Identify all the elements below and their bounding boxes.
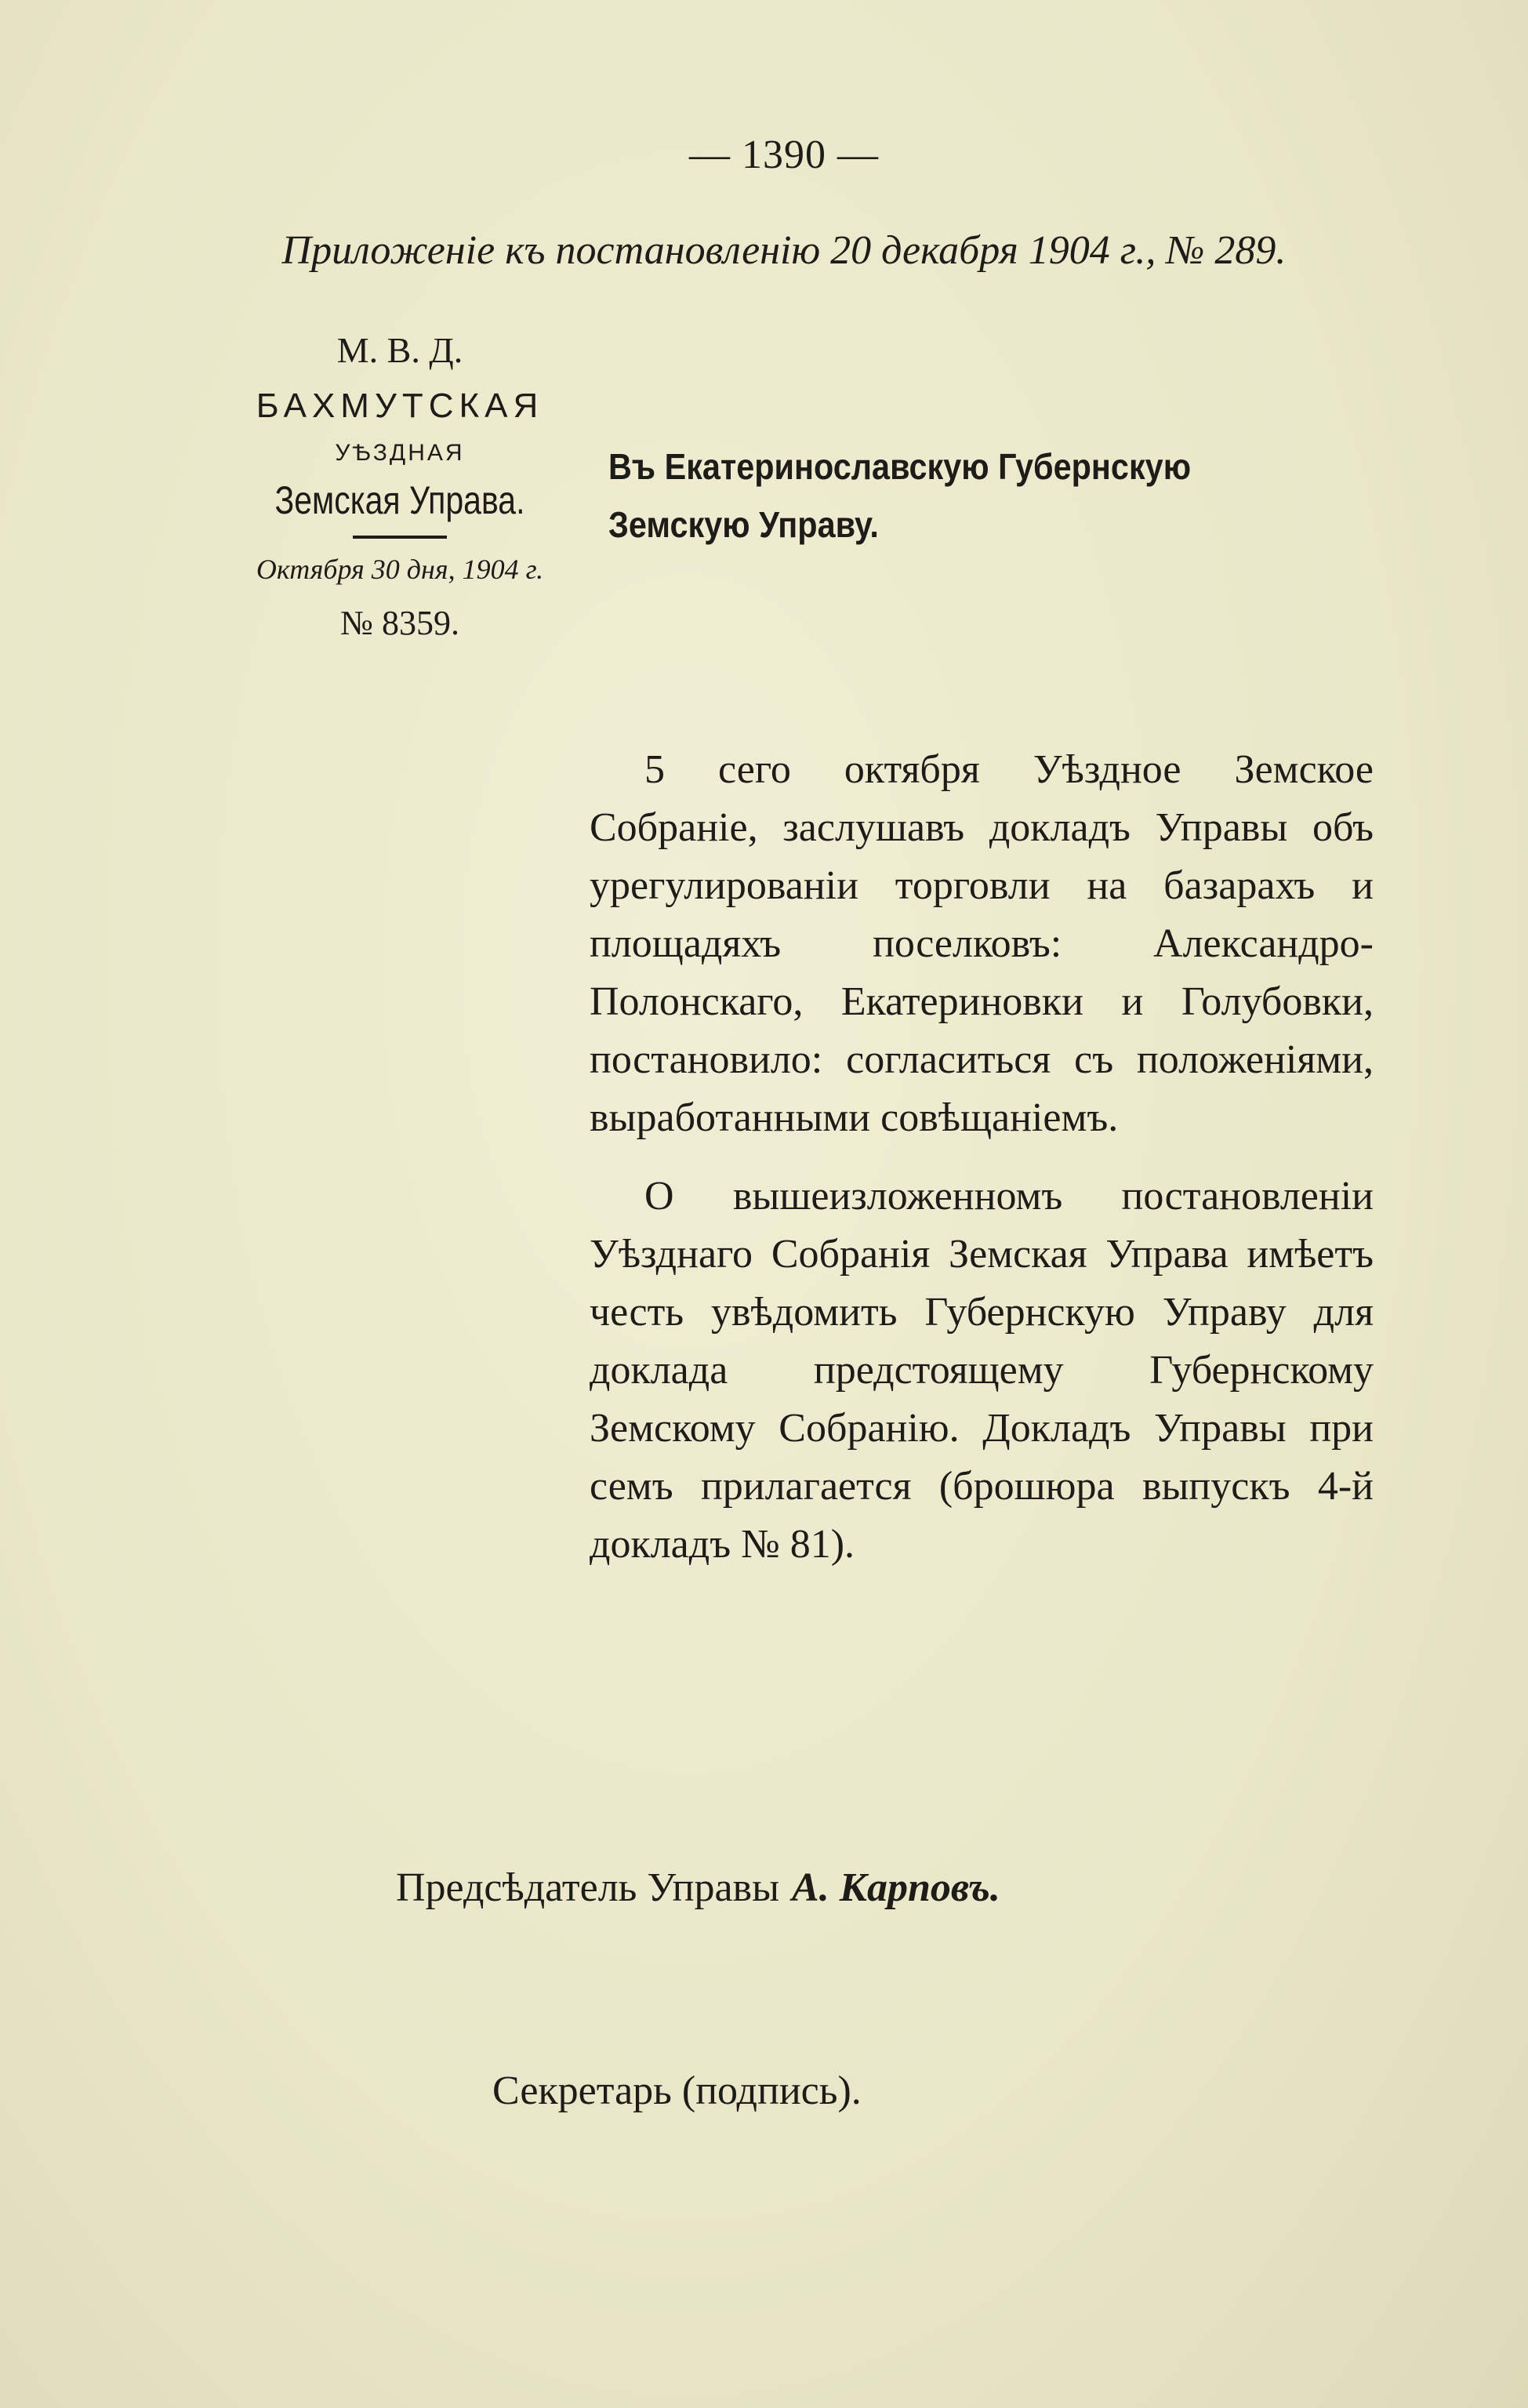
body-paragraph-2: О вышеизложенномъ постановленіи Уѣзднаго Собранія Земская Управа имѣетъ честь увѣдомить Губернскую Управу для доклада предстоящему Губернскому Земскому Собранію. Докладъ Управы при семъ прилагается (брошюра выпускъ 4-й докладъ № 81). bbox=[590, 1174, 1374, 1567]
sender-org-line2: УѢЗДНАЯ bbox=[335, 440, 465, 466]
secretary-line: Секретарь (подпись). bbox=[492, 2068, 862, 2113]
sender-block bbox=[196, 329, 604, 643]
ministry-label: М. В. Д. bbox=[336, 330, 463, 370]
addressee-line1: Въ Екатеринославскую Губернскую bbox=[608, 446, 1192, 487]
letter-date: Октября 30 дня, 1904 г. bbox=[256, 554, 544, 585]
chairman-signature bbox=[396, 1865, 1415, 1911]
sender-org-line3: Земская Управа. bbox=[274, 478, 525, 522]
appendix-heading: Приложеніе къ постановленію 20 декабря 1904 г., № 289. bbox=[281, 228, 1287, 273]
sender-org-line1: БАХМУТСКАЯ bbox=[256, 387, 544, 425]
page-number: — 1390 — bbox=[689, 133, 879, 177]
letter-number: № 8359. bbox=[340, 604, 459, 642]
addressee-line2: Земскую Управу. bbox=[608, 504, 879, 545]
signature-name: А. Карповъ. bbox=[792, 1865, 1000, 1910]
addressee bbox=[608, 438, 1314, 554]
signature-title: Предсѣдатель Управы bbox=[396, 1865, 780, 1910]
letter-body bbox=[590, 741, 1374, 1594]
divider-rule bbox=[353, 536, 447, 539]
body-paragraph-1: 5 сего октября Уѣздное Земское Собраніе, заслушавъ докладъ Управы объ урегулированіи торговли на базарахъ и площадяхъ поселковъ: Александро-Полонскаго, Екатериновки и Голубовки, постановило: согласиться съ положеніями, выработанными совѣщаніемъ. bbox=[590, 747, 1374, 1140]
